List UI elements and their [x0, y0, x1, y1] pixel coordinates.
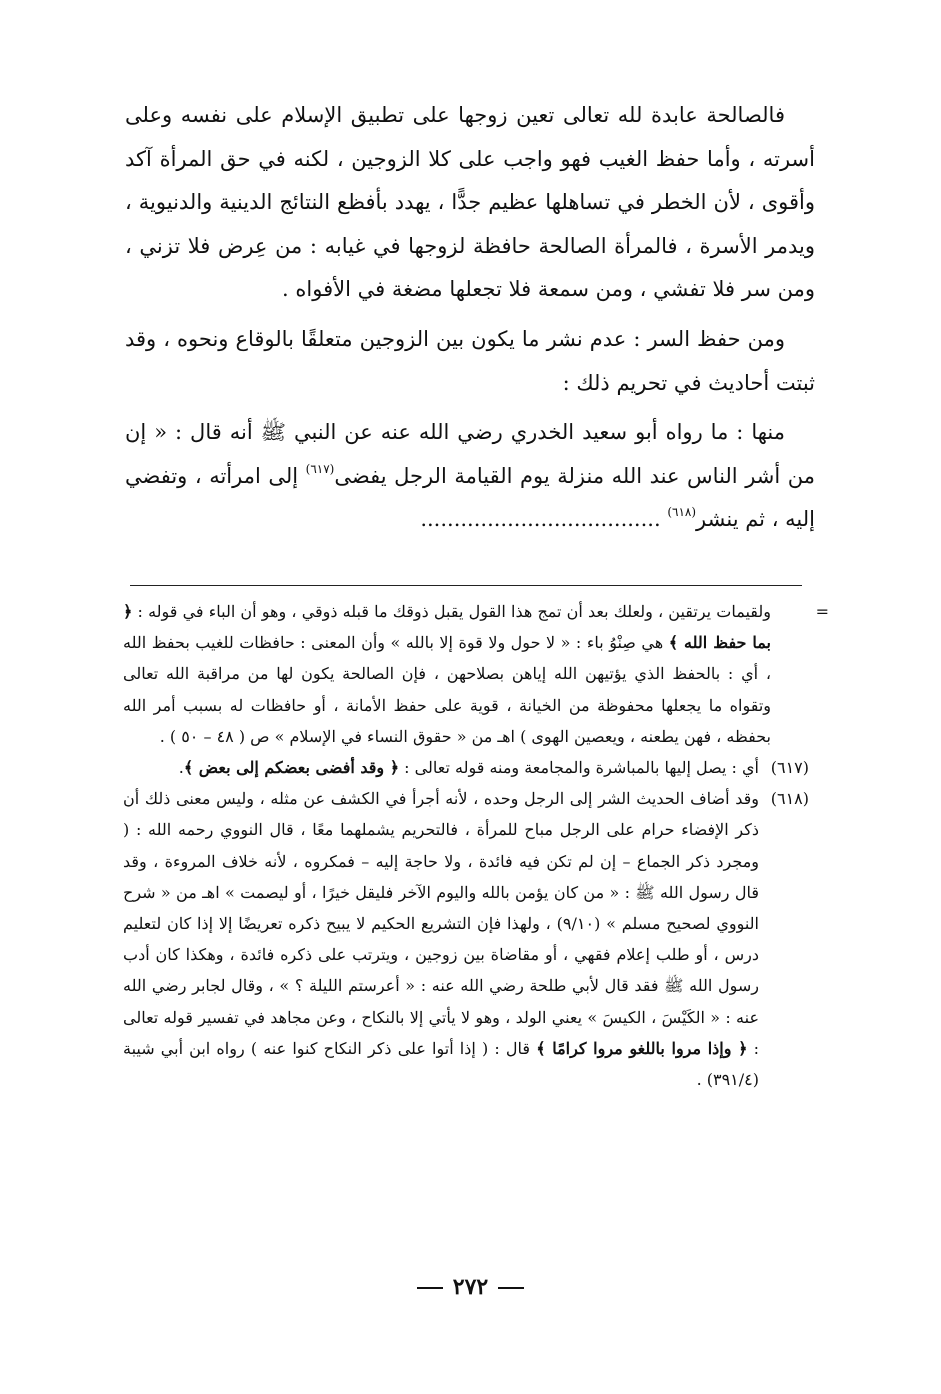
footnote-ref-617[interactable]: (٦١٧) [305, 461, 335, 476]
footnote-617 [123, 752, 809, 783]
continuation-text-a: ولقيمات يرتقين ، ولعلك بعد أن تمج هذا القول يقبل ذوقك ما قبله ذوقي ، وهو أن الباء في قوله : [132, 602, 771, 621]
paragraph-3-text-a: منها : ما رواه أبو سعيد الخدري رضي الله عنه عن النبي ﷺ أنه قال : « إن من أشر الناس عند الله منزلة يوم القيامة الرجل يفضى [125, 420, 815, 488]
dash-right [417, 1287, 443, 1289]
paragraph-2: ومن حفظ السر : عدم نشر ما يكون بين الزوجين متعلقًا بالوقاع ونحوه ، وقد ثبتت أحاديث في تحريم ذلك : [125, 326, 815, 395]
page-number [0, 1274, 941, 1300]
footnote-separator [130, 585, 802, 586]
footnote-617-number: (٦١٧) [770, 758, 809, 778]
quran-quote: ﴿ وإذا مروا باللغو مروا كرامًا ﴾ [536, 1038, 748, 1058]
footnote-continuation [123, 596, 829, 752]
footnote-618 [123, 783, 809, 1095]
continuation-text-b: هي صِنْوُ باء : « لا حول ولا قوة إلا بالله » وأن المعنى : حافظات للغيب بحفظ الله ، أي : بالحفظ الذي يؤتيهن الله إياهن بصلاحهن ، فإن الصالحة يكون لها من مراقبة الله تعالى وتقواه ما يجعلها محفوظة من الخيانة ، قوية على حفظ الأمانة ، أو حافظات له بسبب أمر الله بحفظه ، فهن يطعنه ، ويعصين الهوى ) اهـ من « حقوق النساء في الإسلام » ص ( ٤٨ – ٥٠ ) . [123, 633, 771, 746]
ellipsis-dots: .................................... [420, 507, 668, 532]
footnote-618-text-a: وقد أضاف الحديث الشر إلى الرجل وحده ، لأنه أجرأ في الكشف عن مثله ، وليس معنى ذلك أن ذكر الإفضاء حرام على الرجل مباح للمرأة ، فالتحريم يشملهما معًا ، قال النووي رحمه الله : ( ومجرد ذكر الجماع – إن لم تكن فيه فائدة ، ولا حاجة إليه – فمكروه ، لأنه خلاف المروءة ، وقد قال رسول الله ﷺ : « من كان يؤمن بالله واليوم الآخر فليقل خيرًا ، أو ليصمت » اهـ من « شرح النووي لصحيح مسلم » (٩/١٠) ، ولهذا فإن التشريع الحكيم لا يبيح ذكره تعريضًا إلا إذا كان لتعليم درس ، أو طلب إعلام فقهي ، أو مقاضاة بين زوجين ، ويترتب على ذكره فائدة ، وهكذا كان أدب رسول الله ﷺ فقد قال لأبي طلحة رضي الله عنه : « أعرستم الليلة ؟ » ، وقال لجابر رضي الله عنه : « الكَيْسَ ، الكيسَ » يعني الولد ، وهو لا يأتي إلا بالنكاح ، وعن مجاهد في تفسير قوله تعالى : [123, 789, 760, 1058]
footnote-ref-618[interactable]: (٦١٨) [667, 505, 697, 520]
footnote-618-number: (٦١٨) [770, 789, 809, 809]
quran-quote: ﴿ وقد أفضى بعضكم إلى بعض ﴾ [183, 758, 400, 778]
footnotes [123, 596, 829, 1095]
footnote-618-text-b: قال : ( إذا أتوا على ذكر النكاح كنوا عنه ) رواه ابن أبي شيبة (٣٩١/٤) . [123, 1038, 759, 1090]
page-number-value: ٢٧٢ [452, 1274, 489, 1300]
paragraph-1: فالصالحة عابدة لله تعالى تعين زوجها على تطبيق الإسلام على نفسه وعلى أسرته ، وأما حفظ الغيب فهو واجب على كلا الزوجين ، لكنه في حق المرأة آكد وأقوى ، لأن الخطر في تساهلها عظيم جدًّا ، يهدد بأفظع النتائج الدينية والدنيوية ، ويدمر الأسرة ، فالمرأة الصالحة حافظة لزوجها في غيابه : من عِرض فلا تزني ، ومن سر فلا تفشي ، ومن سمعة فلا تجعلها مضغة في الأفواه . [125, 103, 815, 302]
paragraph-3 [125, 411, 815, 542]
quran-quote: ﴿ بما حفظ الله ﴾ [123, 602, 772, 653]
dash-left [498, 1287, 524, 1289]
footnote-617-text: أي : يصل إليها بالمباشرة والمجامعة ومنه قوله تعالى : [399, 758, 759, 778]
footnote-617-end: . [178, 758, 184, 778]
continuation-mark: = [815, 602, 829, 621]
main-text [125, 94, 815, 542]
paragraph-3-text-b: إلى امرأته ، وتفضي إليه ، ثم ينشر [125, 463, 815, 532]
